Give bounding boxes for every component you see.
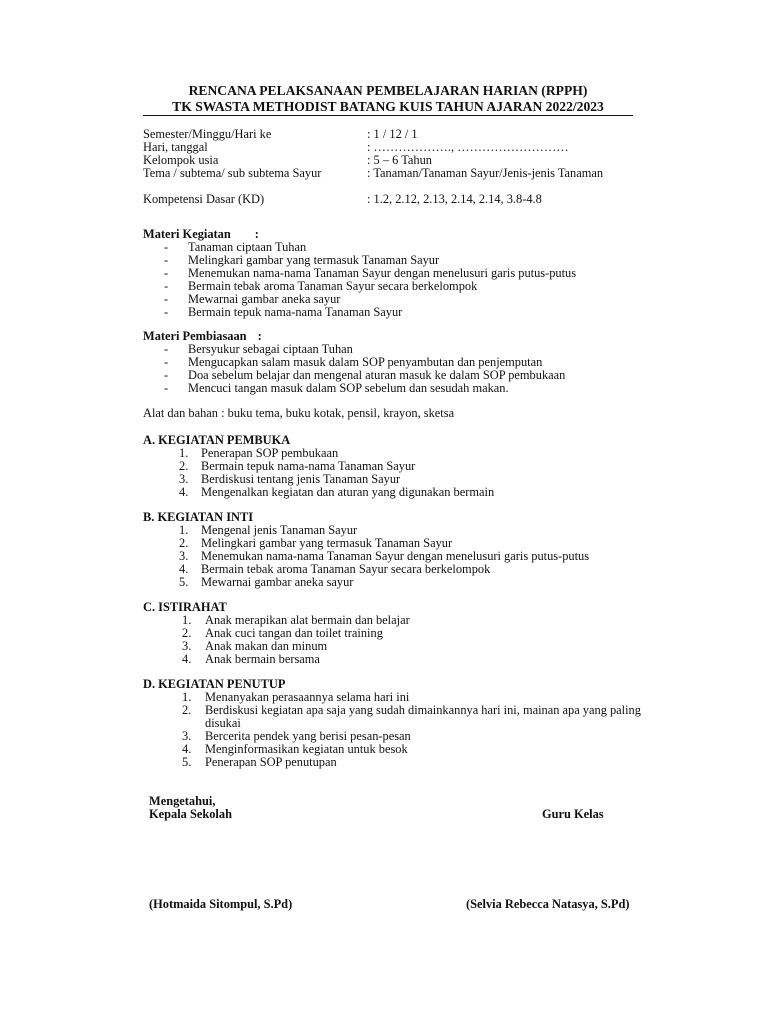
item-text: Berdiskusi tentang jenis Tanaman Sayur xyxy=(201,472,401,486)
kegiatan-penutup-list xyxy=(143,691,658,769)
item-number: 3. xyxy=(179,472,189,486)
section-title: A. KEGIATAN PEMBUKA xyxy=(143,433,291,447)
item-number: 3. xyxy=(182,639,192,653)
istirahat-section xyxy=(143,601,663,666)
item-text: Penerapan SOP penutupan xyxy=(205,755,337,769)
identity-label: Kompetensi Dasar (KD) xyxy=(143,192,265,206)
kegiatan-pembuka-list xyxy=(143,447,663,499)
document-title xyxy=(143,83,633,115)
identity-value: : 1.2, 2.12, 2.13, 2.14, 2.14, 3.8-4.8 xyxy=(367,192,542,206)
section-title-colon: : xyxy=(257,329,262,343)
identity-value: : 5 – 6 Tahun xyxy=(367,153,432,167)
materi-kegiatan-section xyxy=(143,228,663,319)
item-number: 1. xyxy=(182,613,192,627)
title-line-1: RENCANA PELAKSANAAN PEMBELAJARAN HARIAN (RPPH) xyxy=(188,83,588,98)
istirahat-list xyxy=(143,614,663,666)
list-item xyxy=(143,653,663,666)
item-text: Penerapan SOP pembukaan xyxy=(201,446,339,460)
materi-pembiasaan-list xyxy=(143,343,663,395)
item-number: 2. xyxy=(179,459,189,473)
list-item: - Mengucapkan salam masuk dalam SOP penyambutan dan penjemputan xyxy=(143,356,663,369)
item-text: Mewarnai gambar aneka sayur xyxy=(201,575,354,589)
list-item: - Bermain tepuk nama-nama Tanaman Sayur xyxy=(143,306,663,319)
item-text: Bermain tebak aroma Tanaman Sayur secara berkelompok xyxy=(201,562,491,576)
list-item xyxy=(143,704,658,730)
list-item: - Mencuci tangan masuk dalam SOP sebelum dan sesudah makan. xyxy=(143,382,663,395)
kepala-sekolah-name: (Hotmaida Sitompul, S.Pd) xyxy=(149,897,293,911)
item-text: Menanyakan perasaannya selama hari ini xyxy=(205,690,410,704)
item-text: Anak cuci tangan dan toilet training xyxy=(205,626,383,640)
item-number: 5. xyxy=(179,575,189,589)
section-title-colon: : xyxy=(254,227,259,241)
item-number: 2. xyxy=(182,626,192,640)
list-item: - Doa sebelum belajar dan mengenal aturan masuk ke dalam SOP pembukaan xyxy=(143,369,663,382)
list-item: - Tanaman ciptaan Tuhan xyxy=(143,241,663,254)
kepala-sekolah-label: Kepala Sekolah xyxy=(149,807,232,821)
item-number: 4. xyxy=(182,652,192,666)
title-line-2: TK SWASTA METHODIST BATANG KUIS TAHUN AJARAN 2022/2023 xyxy=(172,99,604,114)
list-item xyxy=(143,756,658,769)
item-text: Berdiskusi kegiatan apa saja yang sudah dimainkannya hari ini, mainan apa yang paling disukai xyxy=(205,703,641,730)
title-underline xyxy=(143,115,633,116)
identity-label: Tema / subtema/ sub subtema Sayur xyxy=(143,166,322,180)
kegiatan-penutup-section xyxy=(143,678,663,769)
list-item: - Bersyukur sebagai ciptaan Tuhan xyxy=(143,343,663,356)
item-text: Melingkari gambar yang termasuk Tanaman Sayur xyxy=(201,536,453,550)
list-item: - Melingkari gambar yang termasuk Tanaman Sayur xyxy=(143,254,663,267)
item-text: Menemukan nama-nama Tanaman Sayur dengan menelusuri garis putus-putus xyxy=(201,549,590,563)
alat-bahan: Alat dan bahan : buku tema, buku kotak, pensil, krayon, sketsa xyxy=(143,406,455,420)
item-text: Mengenal jenis Tanaman Sayur xyxy=(201,523,358,537)
list-item xyxy=(143,576,663,589)
section-title-text: Materi Kegiatan xyxy=(143,227,231,241)
item-number: 1. xyxy=(182,690,192,704)
section-title: D. KEGIATAN PENUTUP xyxy=(143,677,286,691)
item-number: 2. xyxy=(182,703,192,717)
kegiatan-pembuka-section xyxy=(143,434,663,499)
item-text: Bermain tepuk nama-nama Tanaman Sayur xyxy=(201,459,416,473)
item-text: Mengenalkan kegiatan dan aturan yang digunakan bermain xyxy=(201,485,495,499)
item-number: 4. xyxy=(179,562,189,576)
item-text: Menginformasikan kegiatan untuk besok xyxy=(205,742,408,756)
item-number: 3. xyxy=(179,549,189,563)
mengetahui-label: Mengetahui, xyxy=(149,794,216,808)
item-text: Bercerita pendek yang berisi pesan-pesan xyxy=(205,729,411,743)
identity-value: : 1 / 12 / 1 xyxy=(367,127,418,141)
section-title-text: Materi Pembiasaan xyxy=(143,329,247,343)
item-number: 4. xyxy=(179,485,189,499)
identity-row xyxy=(143,193,663,206)
list-item: - Bermain tebak aroma Tanaman Sayur secara berkelompok xyxy=(143,280,663,293)
item-number: 2. xyxy=(179,536,189,550)
identity-value: : ………………., ……………………… xyxy=(367,140,569,154)
materi-pembiasaan-section xyxy=(143,330,663,395)
list-item xyxy=(143,486,663,499)
kegiatan-inti-list xyxy=(143,524,663,589)
item-text: Anak makan dan minum xyxy=(205,639,328,653)
list-item: - Menemukan nama-nama Tanaman Sayur dengan menelusuri garis putus-putus xyxy=(143,267,663,280)
item-text: Anak bermain bersama xyxy=(205,652,320,666)
item-text: Anak merapikan alat bermain dan belajar xyxy=(205,613,410,627)
identity-table xyxy=(143,128,663,206)
identity-label: Kelompok usia xyxy=(143,153,219,167)
section-title: C. ISTIRAHAT xyxy=(143,600,227,614)
guru-kelas-name: (Selvia Rebecca Natasya, S.Pd) xyxy=(466,897,630,911)
identity-label: Semester/Minggu/Hari ke xyxy=(143,127,272,141)
identity-value: : Tanaman/Tanaman Sayur/Jenis-jenis Tanaman xyxy=(367,166,604,180)
list-item: - Mewarnai gambar aneka sayur xyxy=(143,293,663,306)
item-number: 4. xyxy=(182,742,192,756)
materi-kegiatan-list xyxy=(143,241,663,319)
item-number: 3. xyxy=(182,729,192,743)
identity-label: Hari, tanggal xyxy=(143,140,208,154)
section-title: B. KEGIATAN INTI xyxy=(143,510,254,524)
item-number: 1. xyxy=(179,523,189,537)
item-number: 1. xyxy=(179,446,189,460)
identity-row xyxy=(143,167,663,193)
kegiatan-inti-section xyxy=(143,511,663,589)
guru-kelas-label: Guru Kelas xyxy=(542,807,604,821)
item-number: 5. xyxy=(182,755,192,769)
